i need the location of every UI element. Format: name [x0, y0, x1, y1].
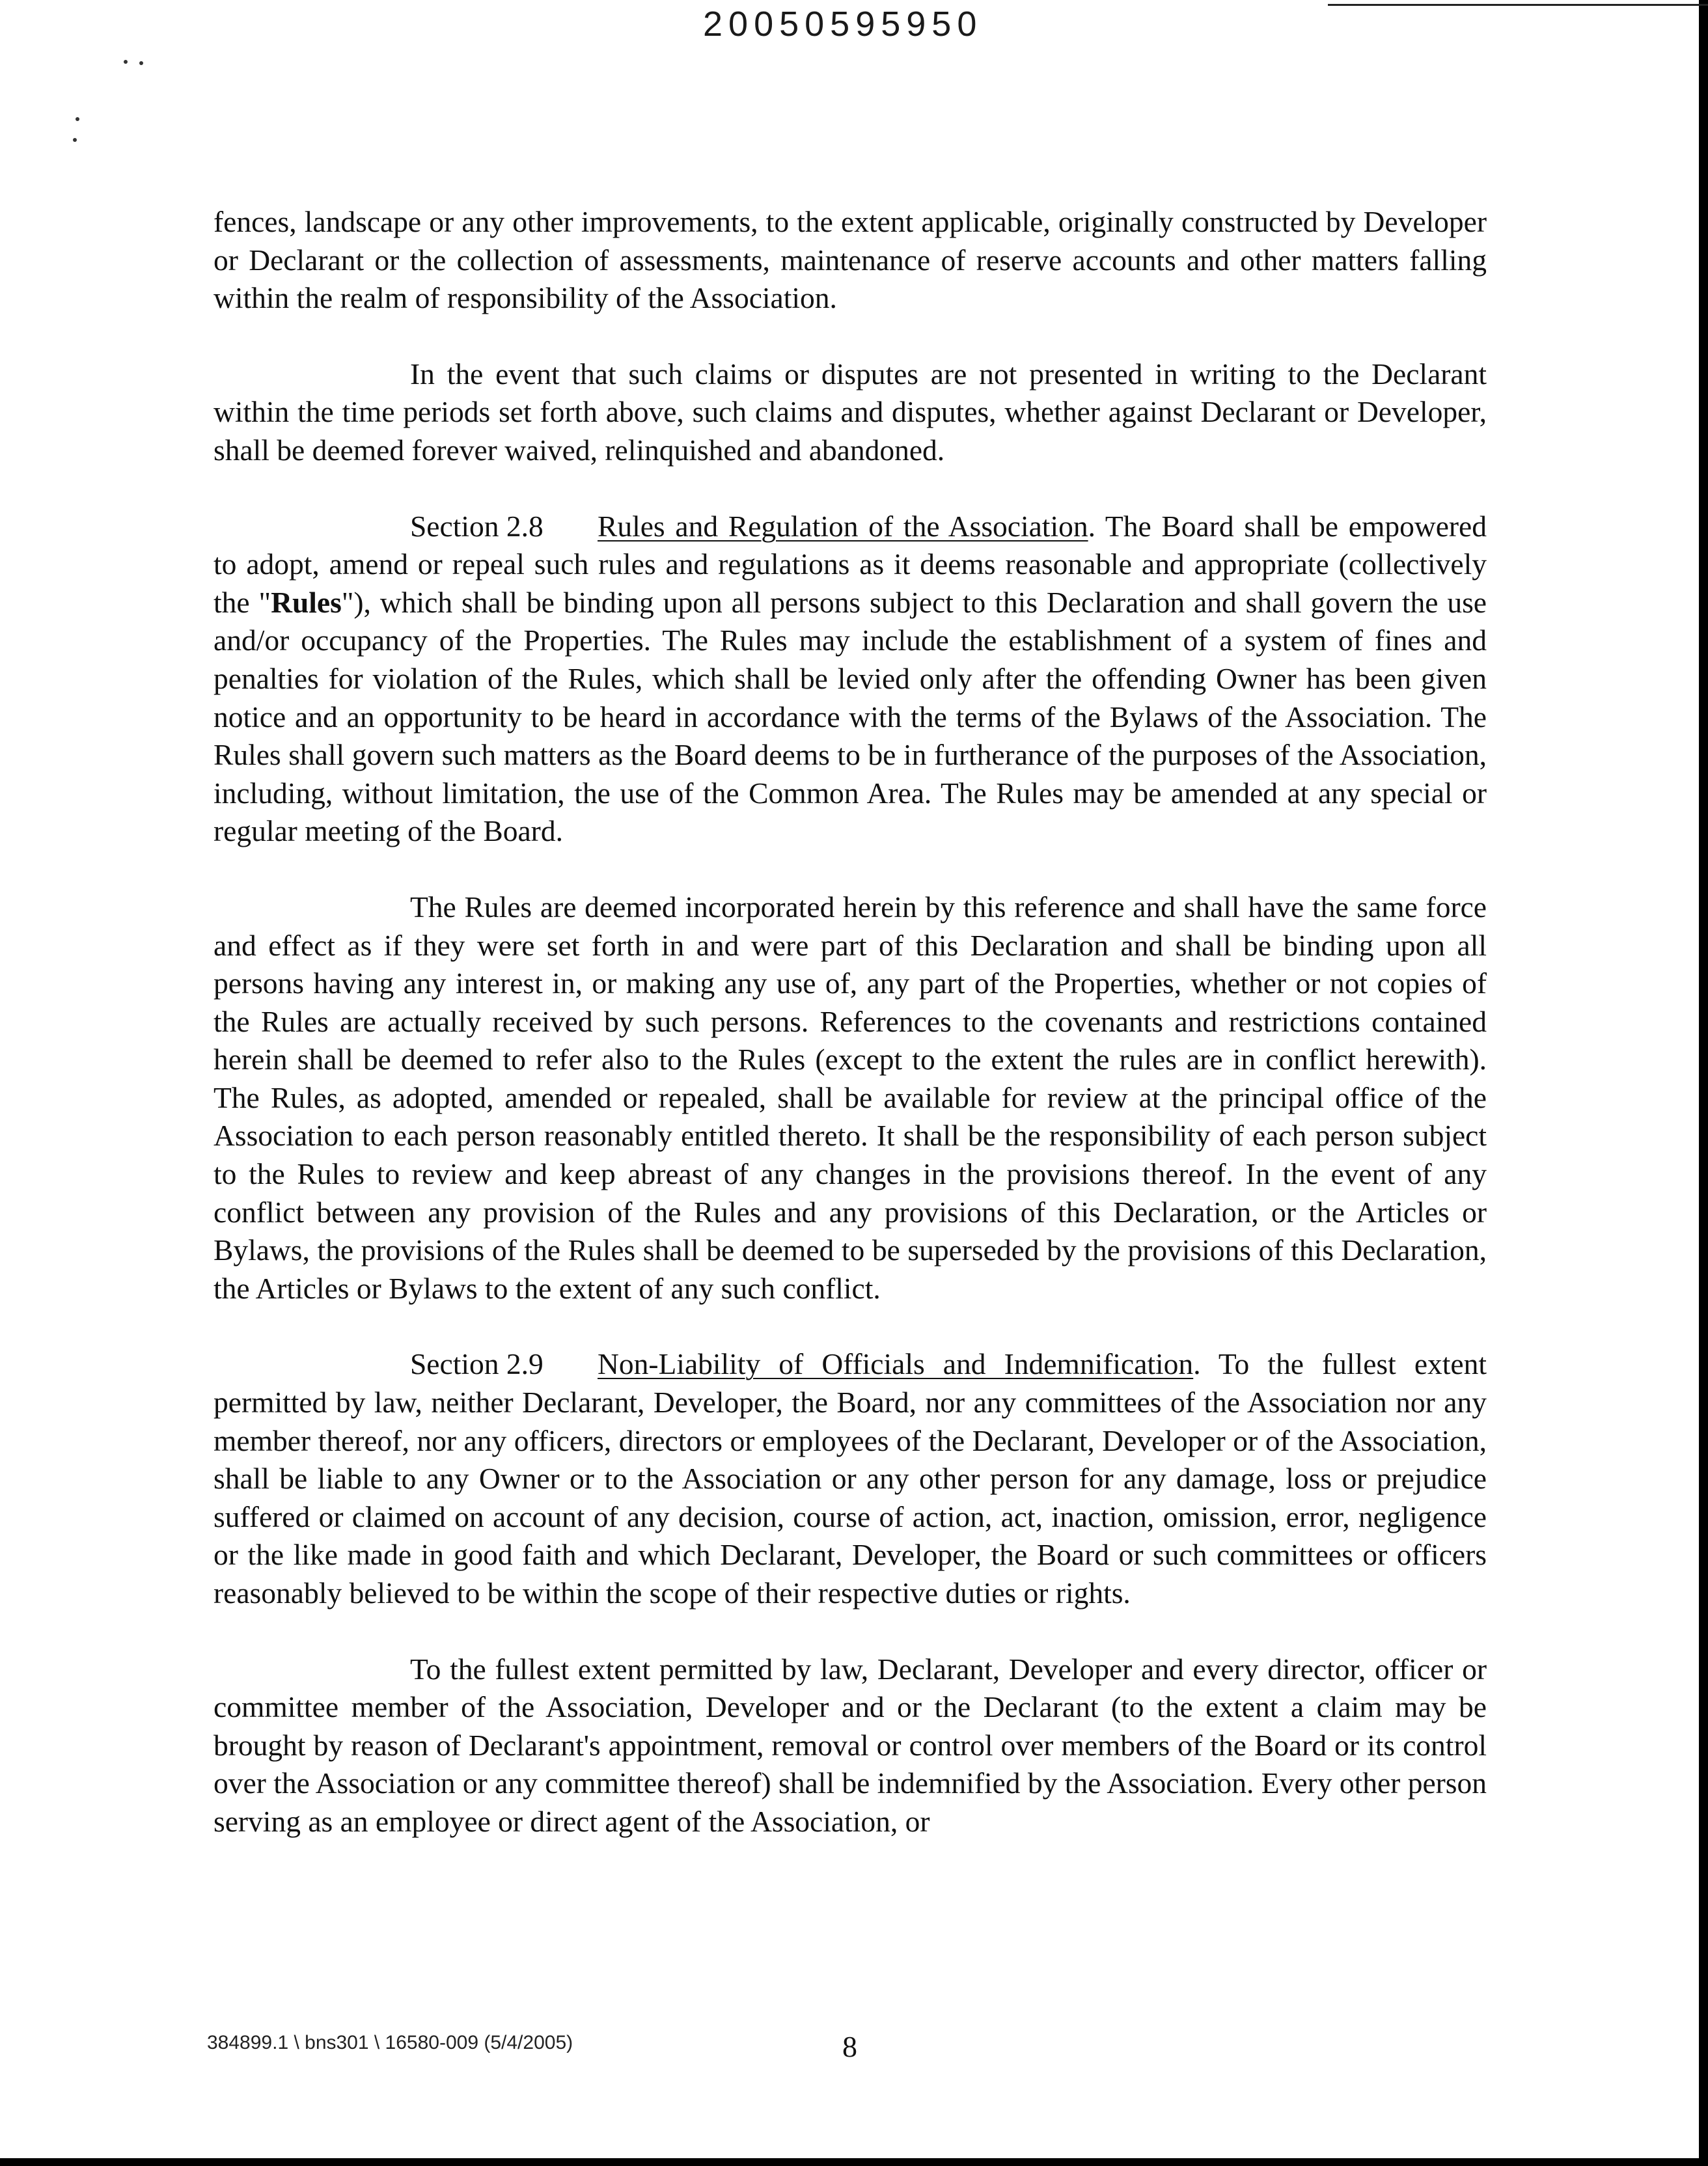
scan-speck [124, 60, 128, 64]
scan-speck [139, 61, 143, 65]
section-2-8 [214, 508, 1487, 851]
section-2-9-title: Non-Liability of Officials and Indemnification [598, 1347, 1194, 1381]
scan-speck [76, 117, 79, 121]
paragraph-claims-waiver: In the event that such claims or disputes are not presented in writing to the Declarant within the time periods set forth above, such claims and disputes, whether against Declarant or Developer, shall be deemed forever waived, relinquished and abandoned. [214, 357, 1487, 467]
scan-edge-bottom [0, 2158, 1708, 2166]
section-2-8-text-b: "), which shall be binding upon all persons subject to this Declaration and shall govern the use and/or occupancy of the Properties. The Rules may include the establishment of a system of fines and penalties for violation of the Rules, which shall be levied only after the offending Owner has been given notice and an opportunity to be heard in accordance with the terms of the Bylaws of the Association. The Rules shall govern such matters as the Board deems to be in furtherance of the purposes of the Association, including, without limitation, the use of the Common Area. The Rules may be amended at any special or regular meeting of the Board. [214, 585, 1487, 848]
paragraph-continuation: fences, landscape or any other improvements, to the extent applicable, originally constructed by Developer or Declarant or the collection of assessments, maintenance of reserve accounts and other matters falling within the realm of responsibility of the Association. [214, 205, 1487, 315]
section-2-8-title: Rules and Regulation of the Association [598, 509, 1088, 543]
section-2-9 [214, 1345, 1487, 1612]
page-body [214, 203, 1487, 1879]
section-2-9-number: Section 2.9 [410, 1347, 544, 1381]
section-2-9-text: . To the fullest extent permitted by law, neither Declarant, Developer, the Board, nor any committees of the Association nor any member thereof, nor any officers, directors or employees of the Declarant, Developer or of the Association, shall be liable to any Owner or to the Association or any other person for any damage, loss or prejudice suffered or claimed on account of any decision, course of action, act, inaction, omission, error, negligence or the like made in good faith and which Declarant, Developer, the Board or such committees or officers reasonably believed to be within the scope of their respective duties or rights. [214, 1347, 1487, 1610]
paragraph-rules-incorporated: The Rules are deemed incorporated herein by this reference and shall have the same force and effect as if they were set forth in and were part of this Declaration and shall be binding upon all persons having any interest in, or making any use of, any part of the Properties, whether or not copies of the Rules are actually received by such persons. References to the covenants and restrictions contained herein shall be deemed to refer also to the Rules (except to the extent the rules are in conflict herewith). The Rules, as adopted, amended or repealed, shall be available for review at the principal office of the Association to each person reasonably entitled thereto. It shall be the responsibility of each person subject to the Rules to review and keep abreast of any changes in the provisions thereof. In the event of any conflict between any provision of the Rules and any provisions of this Declaration, or the Articles or Bylaws, the provisions of the Rules shall be deemed to be superseded by the provisions of this Declaration, the Articles or Bylaws to the extent of any such conflict. [214, 890, 1487, 1305]
footer-reference: 384899.1 \ bns301 \ 16580-009 (5/4/2005) [207, 2032, 573, 2053]
scan-edge-right [1699, 0, 1708, 2166]
top-rule [1328, 4, 1708, 6]
section-2-8-number: Section 2.8 [410, 509, 544, 543]
section-2-8-text-a: . The Board shall be empowered to adopt, amend or repeal such rules and regulations as it deems reasonable and appropriate (collectively the " [214, 509, 1487, 619]
rules-defined-term: Rules [271, 585, 342, 619]
document-number: 20050595950 [703, 5, 983, 44]
paragraph-indemnification: To the fullest extent permitted by law, Declarant, Developer and every director, officer or committee member of the Association, Developer and or the Declarant (to the extent a claim may be brought by reason of Declarant's appointment, removal or control over members of the Board or its control over the Association or any committee thereof) shall be indemnified by the Association. Every other person serving as an employee or direct agent of the Association, or [214, 1652, 1487, 1838]
scan-speck [73, 138, 77, 142]
page-number: 8 [842, 2030, 857, 2063]
